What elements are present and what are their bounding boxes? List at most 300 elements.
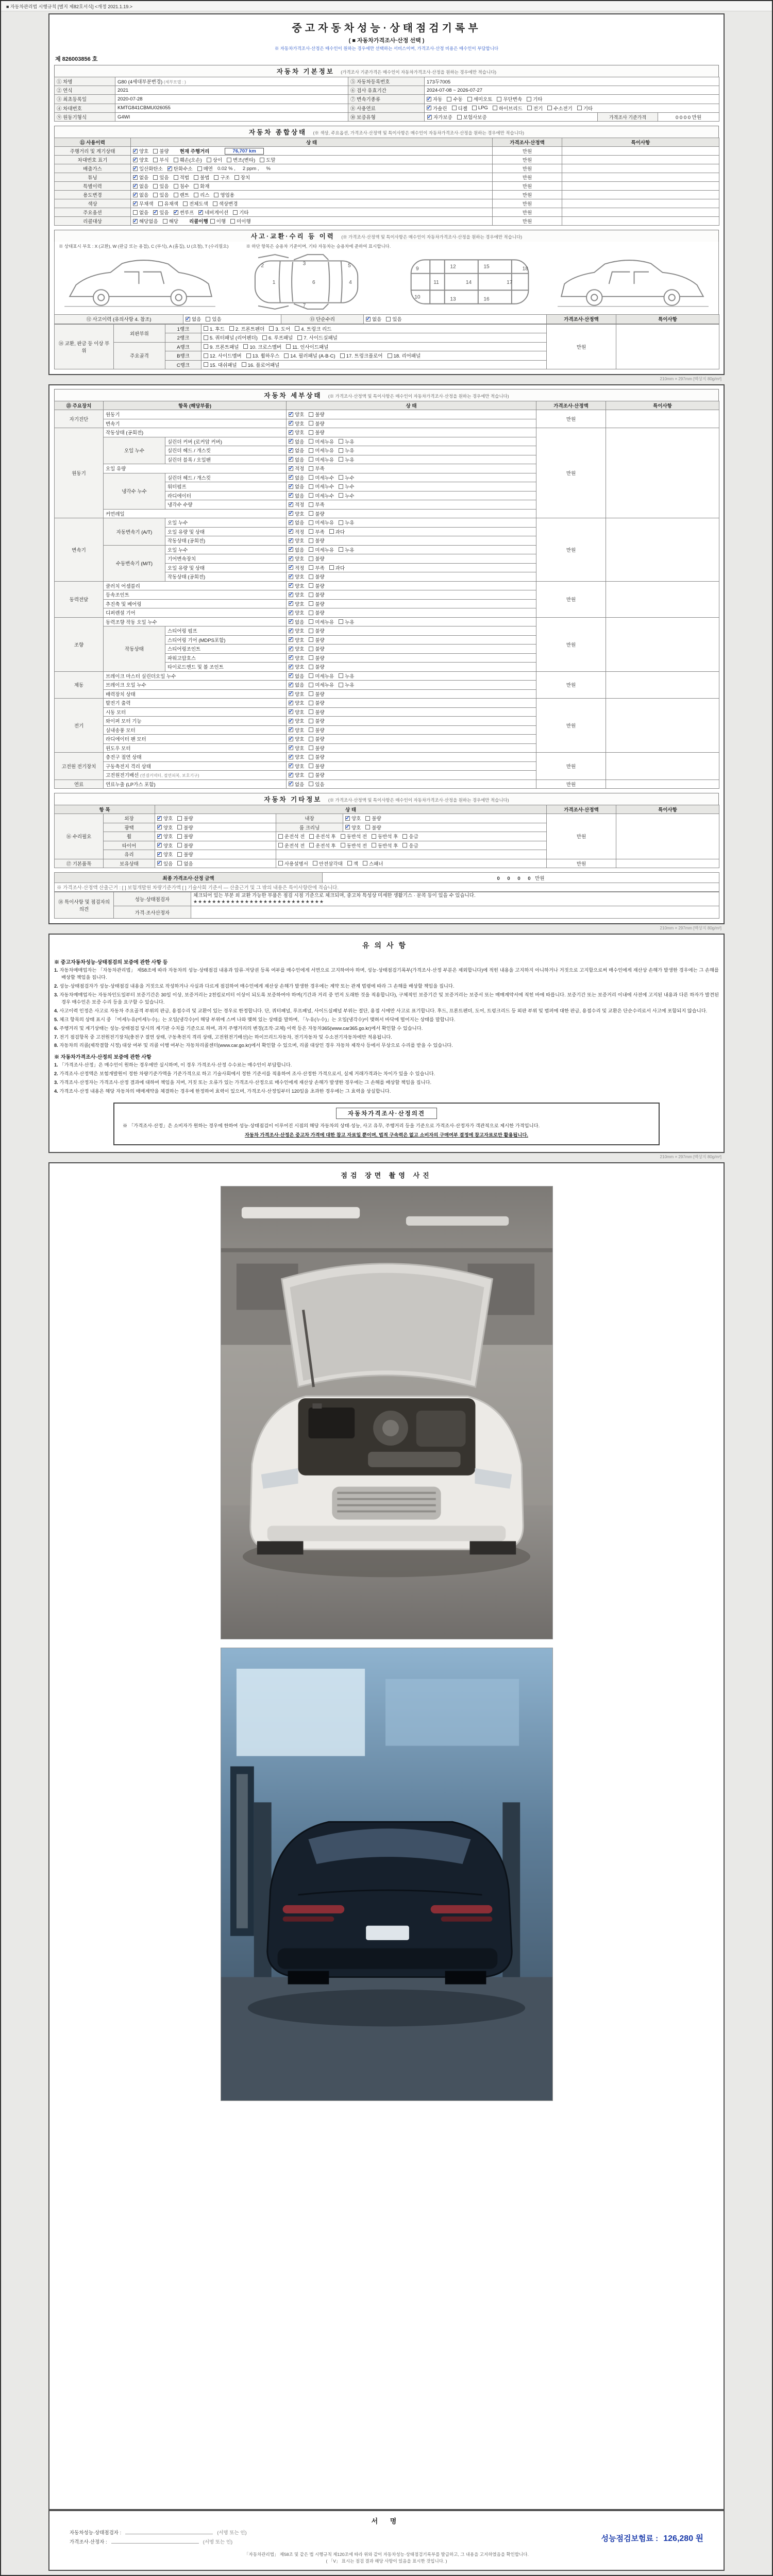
- checkbox-unchecked[interactable]: [309, 430, 313, 435]
- checkbox-checked[interactable]: [186, 317, 190, 321]
- check-option[interactable]: [133, 191, 148, 198]
- check-option[interactable]: [527, 95, 542, 103]
- checkbox-unchecked[interactable]: [153, 193, 158, 197]
- checkbox-unchecked[interactable]: [347, 861, 352, 866]
- check-option[interactable]: [289, 429, 304, 436]
- check-option[interactable]: [163, 217, 178, 225]
- checkbox-checked[interactable]: [289, 611, 293, 615]
- checkbox-unchecked[interactable]: [243, 344, 248, 349]
- checkbox-unchecked[interactable]: [363, 861, 367, 866]
- checkbox-unchecked[interactable]: [329, 565, 334, 570]
- checkbox-checked[interactable]: [289, 448, 293, 453]
- check-option[interactable]: [289, 546, 304, 553]
- check-option[interactable]: [329, 564, 345, 571]
- checkbox-unchecked[interactable]: [242, 362, 246, 367]
- check-option[interactable]: [427, 105, 447, 112]
- check-option[interactable]: [339, 672, 354, 680]
- checkbox-unchecked[interactable]: [234, 175, 239, 180]
- check-option[interactable]: [339, 474, 354, 481]
- checkbox-checked[interactable]: [289, 466, 293, 471]
- checkbox-unchecked[interactable]: [309, 574, 313, 579]
- check-option[interactable]: [289, 753, 304, 760]
- checkbox-unchecked[interactable]: [341, 834, 345, 839]
- checkbox-checked[interactable]: [289, 782, 293, 786]
- checkbox-checked[interactable]: [289, 484, 293, 489]
- checkbox-unchecked[interactable]: [497, 97, 501, 101]
- checkbox-unchecked[interactable]: [309, 592, 313, 597]
- check-option[interactable]: [339, 483, 354, 490]
- checkbox-checked[interactable]: [289, 538, 293, 543]
- checkbox-checked[interactable]: [153, 210, 158, 215]
- check-option[interactable]: [309, 573, 324, 580]
- check-option[interactable]: [157, 815, 173, 822]
- check-option[interactable]: [365, 815, 381, 822]
- check-option[interactable]: [289, 528, 304, 535]
- check-option[interactable]: [177, 824, 193, 831]
- checkbox-unchecked[interactable]: [197, 166, 202, 171]
- check-option[interactable]: [309, 411, 324, 418]
- check-option[interactable]: [243, 343, 281, 350]
- check-option[interactable]: [309, 762, 324, 770]
- checkbox-unchecked[interactable]: [309, 665, 313, 669]
- checkbox-unchecked[interactable]: [246, 353, 251, 358]
- checkbox-unchecked[interactable]: [309, 719, 313, 723]
- check-option[interactable]: [309, 681, 334, 688]
- checkbox-unchecked[interactable]: [295, 326, 299, 331]
- checkbox-unchecked[interactable]: [309, 547, 313, 552]
- check-option[interactable]: [133, 200, 154, 207]
- check-option[interactable]: [427, 95, 442, 103]
- checkbox-unchecked[interactable]: [457, 115, 462, 120]
- checkbox-unchecked[interactable]: [278, 843, 283, 848]
- check-option[interactable]: [177, 815, 193, 822]
- check-option[interactable]: [133, 165, 163, 172]
- checkbox-checked[interactable]: [289, 493, 293, 498]
- check-option[interactable]: [227, 156, 255, 163]
- checkbox-unchecked[interactable]: [309, 737, 313, 741]
- check-option[interactable]: [309, 618, 334, 625]
- check-option[interactable]: [289, 465, 304, 472]
- checkbox-unchecked[interactable]: [340, 353, 345, 358]
- check-option[interactable]: [345, 815, 361, 822]
- checkbox-checked[interactable]: [289, 719, 293, 723]
- check-option[interactable]: [158, 200, 179, 207]
- checkbox-unchecked[interactable]: [174, 158, 178, 162]
- checkbox-checked[interactable]: [289, 529, 293, 534]
- checkbox-unchecked[interactable]: [402, 843, 407, 848]
- checkbox-unchecked[interactable]: [177, 843, 182, 848]
- check-option[interactable]: [366, 315, 381, 323]
- checkbox-unchecked[interactable]: [339, 484, 343, 489]
- check-option[interactable]: [289, 654, 304, 662]
- check-option[interactable]: [174, 156, 202, 163]
- checkbox-unchecked[interactable]: [547, 106, 552, 110]
- checkbox-checked[interactable]: [289, 520, 293, 525]
- checkbox-unchecked[interactable]: [177, 834, 182, 839]
- checkbox-checked[interactable]: [289, 421, 293, 426]
- checkbox-unchecked[interactable]: [309, 466, 313, 471]
- checkbox-unchecked[interactable]: [309, 647, 313, 651]
- checkbox-unchecked[interactable]: [467, 97, 472, 101]
- check-option[interactable]: [297, 334, 338, 341]
- check-option[interactable]: [167, 165, 193, 172]
- checkbox-unchecked[interactable]: [174, 184, 178, 189]
- check-option[interactable]: [289, 762, 304, 770]
- check-option[interactable]: [309, 564, 324, 571]
- checkbox-unchecked[interactable]: [309, 529, 313, 534]
- checkbox-unchecked[interactable]: [177, 816, 182, 821]
- check-option[interactable]: [341, 833, 367, 840]
- checkbox-unchecked[interactable]: [309, 611, 313, 615]
- check-option[interactable]: [133, 174, 148, 181]
- checkbox-unchecked[interactable]: [284, 353, 289, 358]
- check-option[interactable]: [234, 174, 250, 181]
- check-option[interactable]: [309, 456, 334, 463]
- checkbox-unchecked[interactable]: [309, 448, 313, 453]
- check-option[interactable]: [289, 636, 304, 643]
- checkbox-unchecked[interactable]: [174, 175, 178, 180]
- check-option[interactable]: [289, 681, 304, 688]
- check-option[interactable]: [289, 447, 304, 454]
- check-option[interactable]: [229, 325, 264, 332]
- check-option[interactable]: [547, 105, 573, 112]
- checkbox-unchecked[interactable]: [309, 745, 313, 750]
- check-option[interactable]: [309, 465, 324, 472]
- check-option[interactable]: [386, 315, 401, 323]
- check-option[interactable]: [309, 663, 324, 670]
- check-option[interactable]: [309, 582, 324, 589]
- check-option[interactable]: [309, 546, 334, 553]
- check-option[interactable]: [262, 334, 293, 341]
- checkbox-unchecked[interactable]: [309, 637, 313, 642]
- check-option[interactable]: [309, 708, 324, 716]
- check-option[interactable]: [204, 352, 242, 359]
- checkbox-unchecked[interactable]: [527, 97, 531, 101]
- check-option[interactable]: [289, 663, 304, 670]
- checkbox-unchecked[interactable]: [174, 193, 178, 197]
- checkbox-checked[interactable]: [289, 727, 293, 732]
- check-option[interactable]: [289, 771, 304, 778]
- check-option[interactable]: [340, 352, 383, 359]
- check-option[interactable]: [153, 156, 169, 163]
- check-option[interactable]: [289, 708, 304, 716]
- check-option[interactable]: [194, 191, 209, 198]
- check-option[interactable]: [339, 456, 354, 463]
- checkbox-unchecked[interactable]: [262, 335, 267, 340]
- checkbox-checked[interactable]: [289, 665, 293, 669]
- check-option[interactable]: [372, 842, 398, 849]
- checkbox-unchecked[interactable]: [386, 317, 391, 321]
- checkbox-unchecked[interactable]: [339, 475, 343, 480]
- check-option[interactable]: [204, 334, 258, 341]
- checkbox-checked[interactable]: [133, 193, 138, 197]
- checkbox-unchecked[interactable]: [204, 326, 208, 331]
- checkbox-checked[interactable]: [133, 175, 138, 180]
- check-option[interactable]: [309, 438, 334, 445]
- checkbox-checked[interactable]: [133, 149, 138, 154]
- check-option[interactable]: [309, 627, 324, 634]
- check-option[interactable]: [289, 699, 304, 706]
- checkbox-unchecked[interactable]: [163, 219, 167, 224]
- checkbox-unchecked[interactable]: [177, 825, 182, 829]
- check-option[interactable]: [194, 174, 209, 181]
- check-option[interactable]: [206, 315, 221, 323]
- checkbox-unchecked[interactable]: [339, 439, 343, 444]
- checkbox-unchecked[interactable]: [309, 709, 313, 714]
- check-option[interactable]: [289, 672, 304, 680]
- check-option[interactable]: [309, 833, 335, 840]
- check-option[interactable]: [289, 510, 304, 517]
- check-option[interactable]: [174, 191, 189, 198]
- check-option[interactable]: [309, 519, 334, 526]
- checkbox-unchecked[interactable]: [309, 629, 313, 633]
- check-option[interactable]: [289, 717, 304, 724]
- check-option[interactable]: [174, 209, 194, 216]
- check-option[interactable]: [329, 528, 345, 535]
- check-option[interactable]: [309, 555, 324, 562]
- checkbox-checked[interactable]: [133, 166, 138, 171]
- checkbox-checked[interactable]: [289, 475, 293, 480]
- check-option[interactable]: [289, 645, 304, 652]
- check-option[interactable]: [493, 105, 523, 112]
- check-option[interactable]: [289, 744, 304, 752]
- checkbox-unchecked[interactable]: [309, 565, 313, 570]
- check-option[interactable]: [372, 833, 398, 840]
- checkbox-unchecked[interactable]: [229, 326, 234, 331]
- checkbox-checked[interactable]: [157, 834, 162, 839]
- check-option[interactable]: [339, 546, 354, 553]
- check-option[interactable]: [289, 483, 304, 490]
- checkbox-unchecked[interactable]: [493, 106, 497, 110]
- check-option[interactable]: [402, 833, 418, 840]
- check-option[interactable]: [153, 174, 169, 181]
- checkbox-checked[interactable]: [289, 629, 293, 633]
- checkbox-checked[interactable]: [133, 201, 138, 206]
- checkbox-unchecked[interactable]: [309, 439, 313, 444]
- check-option[interactable]: [289, 573, 304, 580]
- check-option[interactable]: [289, 627, 304, 634]
- checkbox-unchecked[interactable]: [309, 421, 313, 426]
- check-option[interactable]: [289, 609, 304, 616]
- checkbox-unchecked[interactable]: [309, 755, 313, 759]
- check-option[interactable]: [309, 636, 324, 643]
- checkbox-unchecked[interactable]: [341, 843, 345, 848]
- check-option[interactable]: [309, 690, 324, 698]
- checkbox-checked[interactable]: [289, 457, 293, 462]
- check-option[interactable]: [339, 618, 354, 625]
- signature-blank[interactable]: [111, 2543, 199, 2544]
- checkbox-checked[interactable]: [289, 673, 293, 678]
- check-option[interactable]: [309, 672, 334, 680]
- checkbox-unchecked[interactable]: [365, 825, 370, 829]
- checkbox-unchecked[interactable]: [309, 727, 313, 732]
- check-option[interactable]: [289, 726, 304, 734]
- checkbox-checked[interactable]: [366, 317, 371, 321]
- checkbox-checked[interactable]: [289, 773, 293, 777]
- check-option[interactable]: [289, 438, 304, 445]
- checkbox-unchecked[interactable]: [133, 210, 138, 215]
- check-option[interactable]: [133, 147, 148, 155]
- check-option[interactable]: [157, 842, 173, 849]
- checkbox-checked[interactable]: [345, 816, 350, 821]
- check-option[interactable]: [204, 325, 225, 332]
- checkbox-checked[interactable]: [289, 755, 293, 759]
- checkbox-checked[interactable]: [198, 210, 203, 215]
- checkbox-checked[interactable]: [289, 502, 293, 507]
- check-option[interactable]: [214, 174, 229, 181]
- checkbox-unchecked[interactable]: [206, 317, 210, 321]
- check-option[interactable]: [309, 528, 324, 535]
- checkbox-checked[interactable]: [345, 825, 350, 829]
- checkbox-checked[interactable]: [289, 592, 293, 597]
- check-option[interactable]: [133, 182, 148, 190]
- checkbox-checked[interactable]: [157, 816, 162, 821]
- checkbox-checked[interactable]: [427, 97, 431, 101]
- check-option[interactable]: [363, 860, 383, 867]
- check-option[interactable]: [286, 343, 328, 350]
- check-option[interactable]: [177, 833, 193, 840]
- check-option[interactable]: [233, 209, 248, 216]
- check-option[interactable]: [278, 860, 308, 867]
- checkbox-unchecked[interactable]: [204, 344, 208, 349]
- check-option[interactable]: [309, 429, 324, 436]
- checkbox-unchecked[interactable]: [309, 601, 313, 606]
- check-option[interactable]: [133, 209, 148, 216]
- checkbox-unchecked[interactable]: [309, 834, 314, 839]
- checkbox-unchecked[interactable]: [372, 843, 376, 848]
- check-option[interactable]: [289, 456, 304, 463]
- checkbox-unchecked[interactable]: [309, 484, 313, 489]
- checkbox-unchecked[interactable]: [309, 701, 313, 705]
- checkbox-unchecked[interactable]: [309, 619, 313, 624]
- check-option[interactable]: [309, 600, 324, 607]
- check-option[interactable]: [289, 555, 304, 562]
- check-option[interactable]: [289, 420, 304, 427]
- checkbox-unchecked[interactable]: [309, 655, 313, 660]
- checkbox-unchecked[interactable]: [309, 673, 313, 678]
- checkbox-unchecked[interactable]: [339, 448, 343, 453]
- check-option[interactable]: [214, 191, 234, 198]
- check-option[interactable]: [309, 717, 324, 724]
- check-option[interactable]: [213, 200, 238, 207]
- check-option[interactable]: [339, 447, 354, 454]
- check-option[interactable]: [204, 361, 237, 368]
- checkbox-unchecked[interactable]: [339, 673, 343, 678]
- checkbox-unchecked[interactable]: [309, 782, 313, 786]
- checkbox-unchecked[interactable]: [339, 493, 343, 498]
- check-option[interactable]: [153, 182, 169, 190]
- check-option[interactable]: [210, 217, 226, 225]
- check-option[interactable]: [197, 165, 213, 172]
- check-option[interactable]: [289, 690, 304, 698]
- checkbox-checked[interactable]: [289, 709, 293, 714]
- check-option[interactable]: [289, 600, 304, 607]
- check-option[interactable]: [309, 726, 324, 734]
- checkbox-unchecked[interactable]: [577, 106, 582, 110]
- check-option[interactable]: [153, 147, 169, 155]
- check-option[interactable]: [289, 582, 304, 589]
- check-option[interactable]: [177, 860, 193, 867]
- checkbox-unchecked[interactable]: [213, 201, 217, 206]
- checkbox-unchecked[interactable]: [309, 412, 313, 417]
- check-option[interactable]: [309, 654, 324, 662]
- check-option[interactable]: [452, 105, 467, 112]
- checkbox-checked[interactable]: [157, 843, 162, 848]
- checkbox-checked[interactable]: [289, 430, 293, 435]
- check-option[interactable]: [313, 860, 343, 867]
- checkbox-unchecked[interactable]: [214, 193, 219, 197]
- checkbox-checked[interactable]: [427, 106, 431, 110]
- check-option[interactable]: [260, 156, 275, 163]
- check-option[interactable]: [246, 352, 280, 359]
- check-option[interactable]: [230, 217, 251, 225]
- checkbox-unchecked[interactable]: [527, 106, 532, 110]
- checkbox-unchecked[interactable]: [269, 326, 274, 331]
- check-option[interactable]: [157, 860, 173, 867]
- check-option[interactable]: [577, 105, 593, 112]
- checkbox-unchecked[interactable]: [210, 219, 215, 224]
- checkbox-checked[interactable]: [157, 852, 162, 857]
- checkbox-unchecked[interactable]: [309, 538, 313, 543]
- checkbox-checked[interactable]: [289, 583, 293, 588]
- check-option[interactable]: [177, 851, 193, 858]
- check-option[interactable]: [339, 492, 354, 499]
- checkbox-checked[interactable]: [289, 619, 293, 624]
- checkbox-unchecked[interactable]: [153, 149, 158, 154]
- checkbox-unchecked[interactable]: [309, 502, 313, 507]
- checkbox-checked[interactable]: [157, 861, 162, 866]
- checkbox-unchecked[interactable]: [309, 683, 313, 687]
- checkbox-unchecked[interactable]: [278, 834, 283, 839]
- check-option[interactable]: [183, 200, 208, 207]
- check-option[interactable]: [284, 352, 335, 359]
- checkbox-checked[interactable]: [289, 565, 293, 570]
- checkbox-checked[interactable]: [289, 691, 293, 696]
- checkbox-unchecked[interactable]: [309, 511, 313, 516]
- check-option[interactable]: [309, 537, 324, 544]
- checkbox-checked[interactable]: [289, 745, 293, 750]
- checkbox-unchecked[interactable]: [309, 691, 313, 696]
- checkbox-unchecked[interactable]: [153, 175, 158, 180]
- check-option[interactable]: [347, 860, 358, 867]
- check-option[interactable]: [194, 182, 209, 190]
- check-option[interactable]: [133, 217, 158, 225]
- checkbox-unchecked[interactable]: [447, 97, 451, 101]
- check-option[interactable]: [204, 343, 239, 350]
- check-option[interactable]: [207, 156, 222, 163]
- checkbox-checked[interactable]: [289, 683, 293, 687]
- checkbox-checked[interactable]: [289, 556, 293, 561]
- checkbox-unchecked[interactable]: [286, 344, 291, 349]
- check-option[interactable]: [133, 156, 148, 163]
- check-option[interactable]: [174, 182, 189, 190]
- check-option[interactable]: [278, 833, 305, 840]
- checkbox-unchecked[interactable]: [372, 834, 376, 839]
- check-option[interactable]: [309, 753, 324, 760]
- checkbox-unchecked[interactable]: [339, 619, 343, 624]
- check-option[interactable]: [527, 105, 543, 112]
- check-option[interactable]: [174, 174, 189, 181]
- checkbox-checked[interactable]: [289, 601, 293, 606]
- check-option[interactable]: [242, 361, 280, 368]
- checkbox-checked[interactable]: [174, 210, 178, 215]
- checkbox-unchecked[interactable]: [388, 353, 392, 358]
- checkbox-unchecked[interactable]: [214, 175, 219, 180]
- checkbox-unchecked[interactable]: [227, 158, 231, 162]
- check-option[interactable]: [388, 352, 421, 359]
- checkbox-checked[interactable]: [289, 647, 293, 651]
- checkbox-unchecked[interactable]: [194, 184, 198, 189]
